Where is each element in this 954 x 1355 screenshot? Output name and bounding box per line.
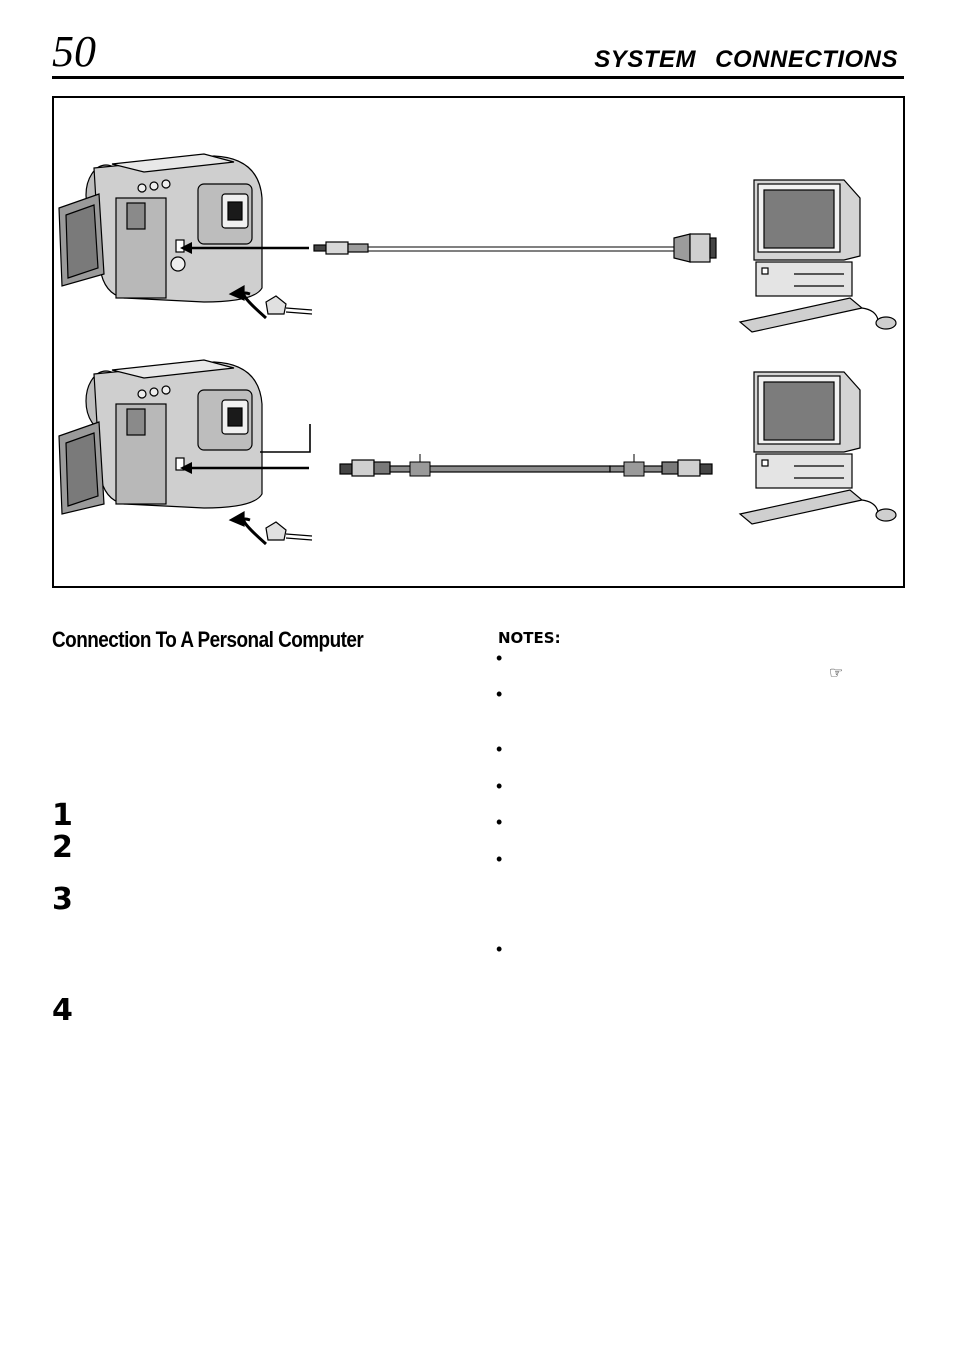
step-number: 1: [52, 798, 73, 833]
section-heading: Connection To A Personal Computer: [52, 627, 364, 652]
dc-cable-icon: [230, 286, 312, 318]
step-number: 4: [52, 993, 73, 1028]
note-bullet: •: [496, 739, 503, 759]
notes-heading: NOTES:: [498, 629, 561, 647]
reference-hand-icon: ☞: [829, 665, 844, 682]
camcorder-icon: [59, 154, 262, 302]
camcorder-icon: [59, 360, 262, 514]
page-number: 50: [52, 27, 96, 76]
connection-diagram: [52, 96, 905, 588]
core-filter-icon: [410, 454, 644, 476]
note-bullet: •: [496, 812, 503, 832]
personal-computer-icon: [740, 180, 896, 332]
dv-cable-icon: [340, 460, 712, 476]
note-bullet: •: [496, 939, 503, 959]
note-bullet: •: [496, 684, 503, 704]
step-number: 3: [52, 882, 73, 917]
note-bullet: •: [496, 776, 503, 796]
note-bullet: •: [496, 648, 503, 668]
dc-cable-icon: [230, 512, 312, 544]
personal-computer-icon: [740, 372, 896, 524]
note-bullet: •: [496, 849, 503, 869]
step-number: 2: [52, 830, 73, 865]
serial-cable-icon: [314, 234, 716, 262]
header-rule: [52, 76, 904, 79]
section-title: SYSTEM CONNECTIONS: [594, 46, 898, 73]
